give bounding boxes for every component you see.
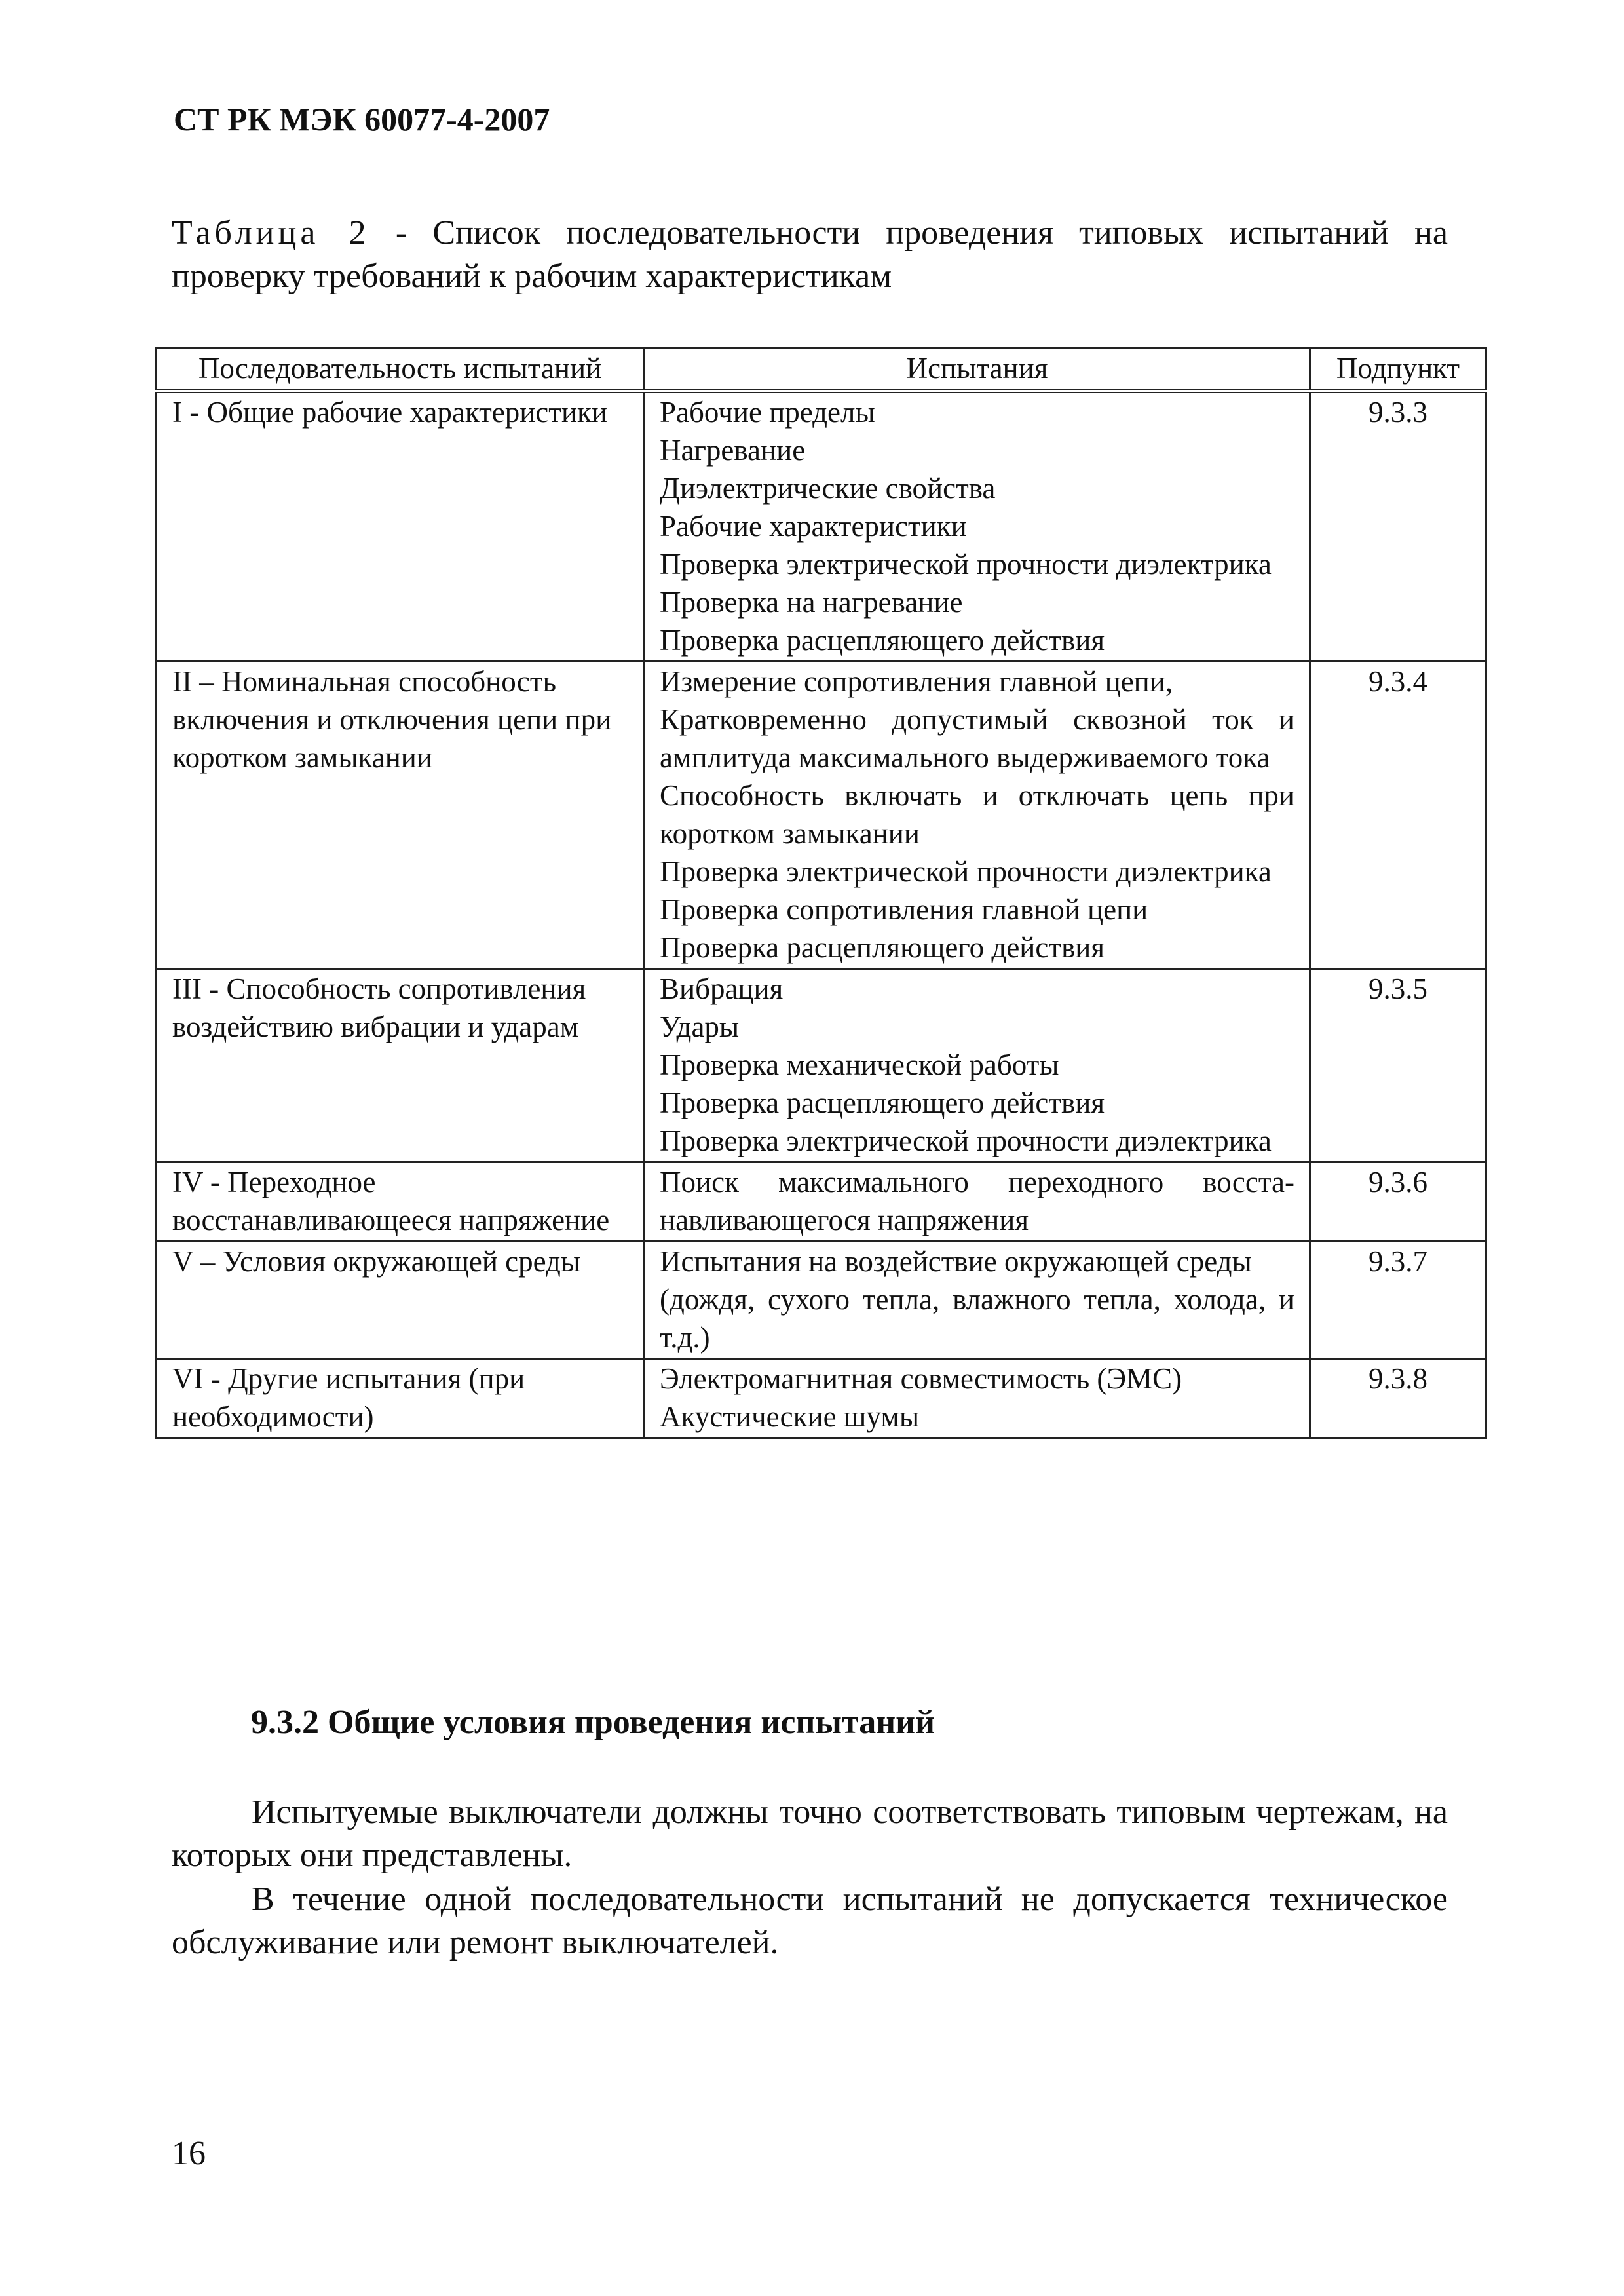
table-caption-label: Таблица 2 <box>172 214 370 252</box>
subclause-cell: 9.3.5 <box>1310 969 1486 1162</box>
test-item: Проверка расцепляющего действия <box>660 624 1105 657</box>
body-paragraph: В течение одной последовательности испытаний не допускается техническое обслуживание или ремонт выключателей. <box>172 1881 1448 1961</box>
tests-cell <box>645 662 1310 969</box>
test-item: Нагревание <box>660 434 806 467</box>
test-item: Поиск максимального переходного восста-навливающегося напряжения <box>660 1166 1294 1236</box>
test-item: Проверка расцепляющего действия <box>660 931 1105 964</box>
test-item: Проверка электрической прочности диэлектрика <box>660 548 1272 581</box>
table-header-row <box>156 349 1486 391</box>
test-item: Рабочие пределы <box>660 396 875 429</box>
tests-cell <box>645 1162 1310 1242</box>
sequence-cell: II – Номинальная способность включения и отключения цепи при коротком замыкании <box>156 662 645 969</box>
table-row <box>156 1162 1486 1242</box>
test-item: Проверка сопротивления главной цепи <box>660 893 1148 926</box>
test-sequence-table <box>155 347 1487 1439</box>
table-row <box>156 391 1486 662</box>
document-code-header: СТ РК МЭК 60077-4-2007 <box>174 101 550 138</box>
sequence-cell: I - Общие рабочие характеристики <box>156 391 645 662</box>
test-item: Проверка на нагревание <box>660 586 963 619</box>
page-number: 16 <box>172 2135 206 2172</box>
test-item: Электромагнитная совместимость (ЭМС) <box>660 1362 1182 1395</box>
table-row <box>156 1242 1486 1359</box>
sequence-cell: IV - Переходное восстанавливающееся напряжение <box>156 1162 645 1242</box>
subclause-cell: 9.3.8 <box>1310 1359 1486 1438</box>
test-item: Измерение сопротивления главной цепи, <box>660 665 1173 698</box>
table-caption <box>172 212 1448 298</box>
test-item: Удары <box>660 1010 740 1043</box>
test-item: Проверка электрической прочности диэлектрика <box>660 855 1272 888</box>
test-item: Акустические шумы <box>660 1400 920 1433</box>
sequence-cell: VI - Другие испытания (при необходимости) <box>156 1359 645 1438</box>
test-item: (дождя, сухого тепла, влажного тепла, холода, и т.д.) <box>660 1283 1294 1354</box>
tests-cell <box>645 391 1310 662</box>
test-item: Кратковременно допустимый сквозной ток и амплитуда максимального выдерживаемого тока <box>660 703 1294 774</box>
test-item: Испытания на воздействие окружающей среды <box>660 1245 1252 1278</box>
tests-cell <box>645 1242 1310 1359</box>
column-header-sequence: Последовательность испытаний <box>156 349 645 391</box>
test-item: Проверка электрической прочности диэлектрика <box>660 1124 1272 1157</box>
test-item: Проверка механической работы <box>660 1048 1059 1081</box>
test-item: Рабочие характеристики <box>660 510 967 543</box>
table-caption-text: Список последовательности проведения типовых испытаний на проверку требований к рабочим характеристикам <box>172 214 1448 295</box>
column-header-tests: Испытания <box>645 349 1310 391</box>
body-paragraph: Испытуемые выключатели должны точно соответствовать типовым чертежам, на которых они представлены. <box>172 1793 1448 1874</box>
column-header-subclause: Подпункт <box>1310 349 1486 391</box>
tests-cell <box>645 1359 1310 1438</box>
table-caption-separator: - <box>369 214 433 252</box>
test-item: Диэлектрические свойства <box>660 472 996 505</box>
test-item: Проверка расцепляющего действия <box>660 1086 1105 1119</box>
sequence-cell: V – Условия окружающей среды <box>156 1242 645 1359</box>
sequence-cell: III - Способность сопротивления воздействию вибрации и ударам <box>156 969 645 1162</box>
subclause-cell: 9.3.3 <box>1310 391 1486 662</box>
section-heading: 9.3.2 Общие условия проведения испытаний <box>251 1704 935 1741</box>
table-row <box>156 1359 1486 1438</box>
test-item: Вибрация <box>660 972 784 1005</box>
subclause-cell: 9.3.4 <box>1310 662 1486 969</box>
test-item: Способность включать и отключать цепь при коротком замыкании <box>660 779 1294 850</box>
subclause-cell: 9.3.6 <box>1310 1162 1486 1242</box>
tests-cell <box>645 969 1310 1162</box>
table-row <box>156 969 1486 1162</box>
subclause-cell: 9.3.7 <box>1310 1242 1486 1359</box>
table-row <box>156 662 1486 969</box>
